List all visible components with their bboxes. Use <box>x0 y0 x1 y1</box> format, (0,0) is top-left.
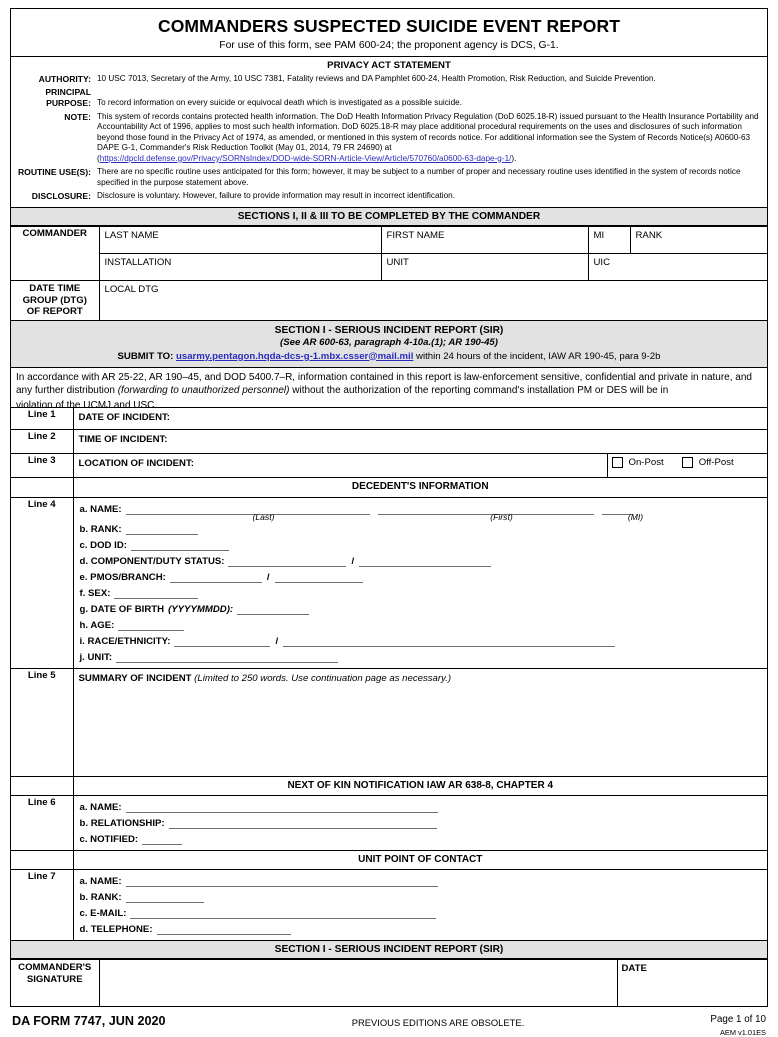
table-row <box>11 777 767 796</box>
privacy-purpose-label-line1: PRINCIPAL <box>45 87 91 98</box>
decedent-unit-row <box>80 652 763 663</box>
unit-poc-band: UNIT POINT OF CONTACT <box>73 851 767 870</box>
dtg-stub-line1: DATE TIME <box>29 283 81 295</box>
summary-label: SUMMARY OF INCIDENT <box>78 673 192 685</box>
line-4-stub: Line 4 <box>11 498 73 669</box>
summary-label-row <box>79 673 763 684</box>
signature-date-field[interactable]: DATE <box>617 960 767 1006</box>
upoc-name-label: a. NAME: <box>79 876 122 888</box>
dtg-stub-line3: OF REPORT <box>26 306 83 318</box>
submit-email-link[interactable]: usarmy.pentagon.hqda-dcs-g-1.mbx.csser@mail.mil <box>176 350 414 362</box>
decedent-dodid-label: c. DOD ID: <box>79 540 127 552</box>
nok-empty-stub <box>11 777 73 796</box>
privacy-routine-text: There are no specific routine uses anticipated for this form; however, it may be subject to a number of proper and necessary routine uses identified in the system of records notice specified in the purpose statement above. <box>97 167 741 187</box>
privacy-disclosure-label: DISCLOSURE: <box>31 191 91 202</box>
table-row <box>11 960 767 1006</box>
decedent-dodid-row <box>80 540 763 551</box>
privacy-act-section <box>11 57 767 208</box>
section-1-subheading: (See AR 600-63, paragraph 4-10a.(1); AR 190-45) <box>280 336 498 348</box>
nok-notified-label: c. NOTIFIED: <box>79 834 139 846</box>
decedent-branch-input[interactable] <box>275 573 363 583</box>
decedent-component-row <box>80 556 763 567</box>
decedent-fields <box>73 498 767 669</box>
line-3-location-of-incident[interactable]: LOCATION OF INCIDENT: <box>73 454 607 478</box>
notice-part1: In accordance with AR 25-22, AR 190–45, and DOD 5400.7–R, information contained in this report is law-enforcement sensitive, confidential and private in nature, and any further distribution <box>16 371 752 396</box>
signature-section-band: SECTION I - SERIOUS INCIDENT REPORT (SIR) <box>11 940 767 959</box>
decedent-duty-status-input[interactable] <box>359 557 491 567</box>
privacy-purpose-text: To record information on every suicide or equivocal death which is investigated as a possible suicide. <box>97 98 462 108</box>
form-container <box>10 8 768 1007</box>
privacy-authority-label: AUTHORITY: <box>38 73 91 84</box>
aem-version: AEM v1.01ES <box>719 1027 766 1037</box>
caption-first: (First) <box>490 512 513 523</box>
table-row <box>11 227 767 254</box>
next-of-kin-fields <box>73 796 767 851</box>
title-block <box>11 9 767 57</box>
nok-notified-row <box>80 834 763 845</box>
nok-name-input[interactable] <box>126 803 438 813</box>
privacy-act-heading: PRIVACY ACT STATEMENT <box>327 59 451 71</box>
distribution-notice <box>11 368 767 411</box>
upoc-name-input[interactable] <box>126 877 438 887</box>
privacy-disclosure-text: Disclosure is voluntary. However, failure to provide information may result in incorrect identification. <box>97 191 455 201</box>
notice-italic: (forwarding to unauthorized personnel) <box>117 384 290 396</box>
decedent-age-label: h. AGE: <box>79 620 115 632</box>
privacy-purpose-label <box>15 87 97 109</box>
caption-last: (Last) <box>252 512 275 523</box>
section-1-submit-line <box>15 351 763 362</box>
race-slash: / <box>275 636 279 648</box>
table-row <box>11 254 767 281</box>
decedent-component-label: d. COMPONENT/DUTY STATUS: <box>79 556 225 568</box>
upoc-telephone-label: d. TELEPHONE: <box>79 924 153 936</box>
dtg-stub <box>11 281 99 320</box>
decedent-empty-stub <box>11 478 73 498</box>
decedent-dob-input[interactable] <box>237 605 309 615</box>
decedent-sex-input[interactable] <box>114 589 198 599</box>
local-dtg-field[interactable]: LOCAL DTG <box>99 281 767 320</box>
table-row <box>11 454 767 478</box>
section-1-heading: SECTION I - SERIOUS INCIDENT REPORT (SIR) <box>274 324 504 336</box>
next-of-kin-band: NEXT OF KIN NOTIFICATION IAW AR 638-8, CHAPTER 4 <box>73 777 767 796</box>
privacy-sorn-link[interactable]: https://dpcld.defense.gov/Privacy/SORNsIndex/DOD-wide-SORN-Article-View/Article/570760/a0600-63-dape-g-1/ <box>99 153 512 163</box>
commander-uic-field[interactable]: UIC <box>588 254 767 281</box>
submit-to-label: SUBMIT TO: <box>117 350 174 362</box>
decedent-race-input[interactable] <box>174 637 270 647</box>
section-1-band <box>11 320 767 368</box>
privacy-note-text-wrap <box>97 112 761 165</box>
privacy-routine-row <box>11 167 767 188</box>
table-row <box>11 669 767 777</box>
on-post-label: On-Post <box>628 457 664 469</box>
nok-relationship-label: b. RELATIONSHIP: <box>79 818 165 830</box>
decedent-component-input[interactable] <box>228 557 346 567</box>
commander-unit-field[interactable]: UNIT <box>381 254 588 281</box>
commander-installation-field[interactable]: INSTALLATION <box>99 254 381 281</box>
decedent-sex-row <box>80 588 763 599</box>
decedent-pmos-row <box>80 572 763 583</box>
privacy-note-row <box>11 112 767 165</box>
privacy-note-text: This system of records contains protected health information. The DoD Health Information Privacy Regulation (DoD 6025.18-R) issued pursuant to the Health Insurance Portability and Accountability Act of 1996, applies to most such health information. DoD 6025.18-R may place additional procedural requirements on the uses and disclosures of such information beyond those found in the Privacy Act of 1974, as amended, or mentioned in this system of records notice. For additional information see the System of Records Notice(s) A0600-63 DAPE G-1, Commander's Risk Reduction Toolkit (May 01, 2014, 79 FR 24690) at <box>97 111 759 153</box>
privacy-routine-label: ROUTINE USE(S): <box>17 167 91 178</box>
nok-relationship-row <box>80 818 763 829</box>
line-1-stub: Line 1 <box>11 408 73 430</box>
privacy-purpose-label-line2: PURPOSE: <box>46 98 91 109</box>
incident-lines-table <box>11 408 767 941</box>
decedent-information-band: DECEDENT'S INFORMATION <box>73 478 767 498</box>
upoc-email-row <box>80 908 763 919</box>
decedent-dodid-input[interactable] <box>131 541 229 551</box>
privacy-purpose-row <box>11 87 767 109</box>
decedent-name-captions <box>80 512 763 522</box>
decedent-sex-label: f. SEX: <box>79 588 111 600</box>
privacy-note-paren-close: ). <box>511 153 517 163</box>
notice-part2: without the authorization of the reporting command's installation PM or DES will be in <box>289 384 669 396</box>
commanders-signature-field[interactable] <box>99 960 617 1006</box>
pmos-slash: / <box>266 572 270 584</box>
post-checkbox-row <box>612 457 764 468</box>
line-3-stub: Line 3 <box>11 454 73 478</box>
table-row <box>11 478 767 498</box>
summary-of-incident-cell[interactable] <box>73 669 767 777</box>
footer-right-group <box>710 1014 766 1037</box>
commander-first-name-field[interactable]: FIRST NAME <box>381 227 588 254</box>
decedent-dob-format: (YYYYMMDD): <box>168 604 234 616</box>
notice-clipped-line: violation of the UCMJ and USC. <box>16 399 158 411</box>
decedent-pmos-label: e. PMOS/BRANCH: <box>79 572 166 584</box>
decedent-unit-label: j. UNIT: <box>79 652 113 664</box>
post-checkbox-group <box>607 454 767 478</box>
line-2-time-of-incident[interactable]: TIME OF INCIDENT: <box>73 430 767 454</box>
line-2-stub: Line 2 <box>11 430 73 454</box>
unit-poc-fields <box>73 870 767 941</box>
page-footer <box>10 1007 768 1037</box>
upoc-empty-stub <box>11 851 73 870</box>
nok-name-row <box>80 802 763 813</box>
table-row <box>11 870 767 941</box>
upoc-rank-input[interactable] <box>126 893 204 903</box>
decedent-rank-label: b. RANK: <box>79 524 122 536</box>
decedent-race-label: i. RACE/ETHNICITY: <box>79 636 171 648</box>
commander-stub: COMMANDER <box>11 227 99 281</box>
submit-to-rest: within 24 hours of the incident, IAW AR 190-45, para 9-2b <box>416 350 661 362</box>
off-post-label: Off-Post <box>698 457 734 469</box>
line-7-stub: Line 7 <box>11 870 73 941</box>
commander-last-name-field[interactable]: LAST NAME <box>99 227 381 254</box>
on-post-checkbox[interactable] <box>612 457 623 468</box>
upoc-name-row <box>80 876 763 887</box>
privacy-authority-row <box>11 74 767 85</box>
upoc-telephone-row <box>80 924 763 935</box>
decedent-rank-input[interactable] <box>126 525 198 535</box>
decedent-ethnicity-input[interactable] <box>283 637 615 647</box>
decedent-age-input[interactable] <box>118 621 184 631</box>
nok-name-label: a. NAME: <box>79 802 122 814</box>
upoc-rank-row <box>80 892 763 903</box>
decedent-dob-label: g. DATE OF BIRTH <box>79 604 165 616</box>
signature-table <box>11 959 767 1006</box>
form-number: DA FORM 7747, JUN 2020 <box>12 1013 166 1028</box>
table-row <box>11 796 767 851</box>
line-5-stub: Line 5 <box>11 669 73 777</box>
decedent-dob-row <box>80 604 763 615</box>
page-title: COMMANDERS SUSPECTED SUICIDE EVENT REPORT <box>157 16 621 36</box>
privacy-disclosure-row <box>11 191 767 202</box>
line-6-stub: Line 6 <box>11 796 73 851</box>
table-row <box>11 851 767 870</box>
previous-editions-note: PREVIOUS EDITIONS ARE OBSOLETE. <box>351 1016 525 1028</box>
commander-mi-field[interactable]: MI <box>588 227 630 254</box>
decedent-age-row <box>80 620 763 631</box>
table-row <box>11 498 767 669</box>
line-1-date-of-incident[interactable]: DATE OF INCIDENT: <box>73 408 767 430</box>
off-post-checkbox[interactable] <box>682 457 693 468</box>
upoc-rank-label: b. RANK: <box>79 892 122 904</box>
table-row <box>11 430 767 454</box>
summary-hint: (Limited to 250 words. Use continuation page as necessary.) <box>194 673 452 685</box>
signature-stub-line1: COMMANDER'S <box>18 962 92 974</box>
page-number: Page 1 of 10 <box>710 1013 766 1025</box>
decedent-pmos-input[interactable] <box>170 573 262 583</box>
decedent-race-row <box>80 636 763 647</box>
form-subtitle: For use of this form, see PAM 600-24; the proponent agency is DCS, G-1. <box>219 39 559 51</box>
component-slash: / <box>351 556 355 568</box>
decedent-rank-row <box>80 524 763 535</box>
commander-section-band: SECTIONS I, II & III TO BE COMPLETED BY THE COMMANDER <box>11 208 767 226</box>
nok-relationship-input[interactable] <box>169 819 437 829</box>
privacy-authority-text: 10 USC 7013, Secretary of the Army, 10 USC 7381, Fatality reviews and DA Pamphlet 600-24, Health Promotion, Risk Reduction, and Suicide Prevention. <box>97 73 656 83</box>
privacy-note-paren-open: ( <box>97 153 100 163</box>
nok-notified-input[interactable] <box>142 835 182 845</box>
table-row <box>11 281 767 320</box>
commander-rank-field[interactable]: RANK <box>630 227 767 254</box>
caption-mi: (MI) <box>627 512 644 523</box>
decedent-name-label: a. NAME: <box>79 504 122 516</box>
commander-table <box>11 226 767 320</box>
signature-stub-line2: SIGNATURE <box>26 973 83 985</box>
decedent-unit-input[interactable] <box>116 653 338 663</box>
upoc-telephone-input[interactable] <box>157 925 291 935</box>
upoc-email-label: c. E-MAIL: <box>79 908 127 920</box>
dtg-stub-line2: GROUP (DTG) <box>22 294 87 306</box>
upoc-email-input[interactable] <box>130 909 436 919</box>
privacy-note-label: NOTE: <box>64 111 91 122</box>
commanders-signature-stub <box>11 960 99 1006</box>
